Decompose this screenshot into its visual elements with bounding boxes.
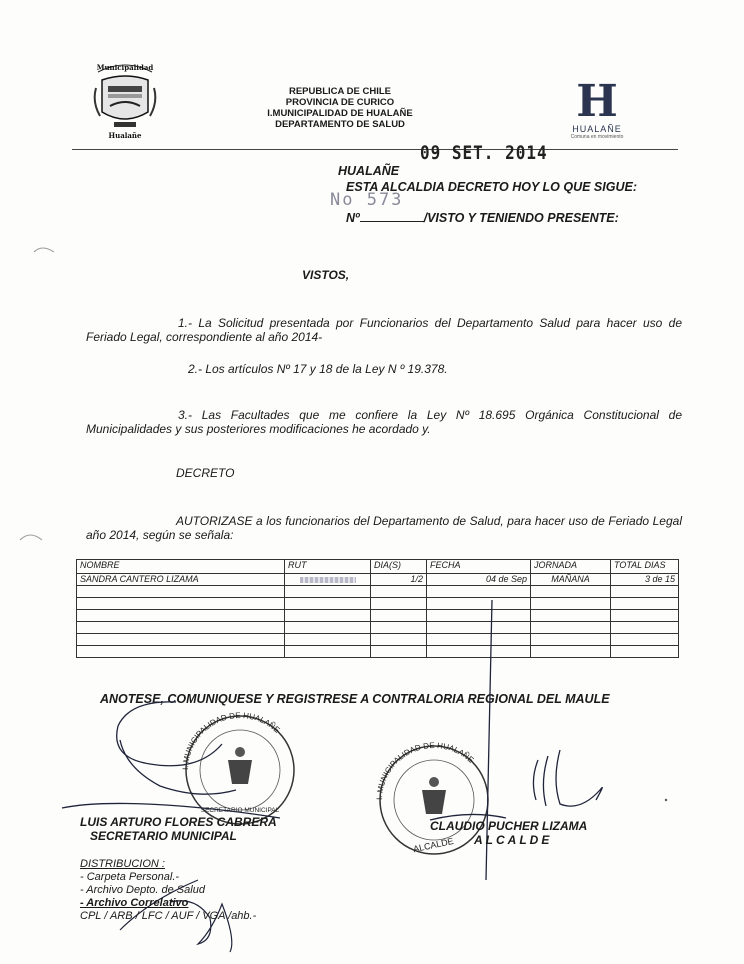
table-cell (285, 610, 371, 622)
table-row (77, 586, 679, 598)
table-cell (611, 598, 679, 610)
crest-top-text: Municipalidad (96, 63, 154, 72)
table-cell (285, 598, 371, 610)
table-cell (77, 598, 285, 610)
right-stamp-ring-text: I. MUNICIPALIDAD DE HUALAÑE (374, 740, 476, 801)
header-divider (72, 149, 678, 150)
table-row (77, 610, 679, 622)
table-cell-rut (285, 574, 371, 586)
number-blank (360, 210, 424, 222)
table-header-cell: DIA(S) (371, 560, 427, 574)
table-row (77, 634, 679, 646)
table-row (77, 574, 679, 586)
table-header-cell: NOMBRE (77, 560, 285, 574)
letterhead-line: PROVINCIA DE CURICO (285, 97, 395, 108)
alcaldia-line: ESTA ALCALDIA DECRETO HOY LO QUE SIGUE: (346, 180, 637, 194)
left-stamp-bottom-text: SECRETARIO MUNICIPAL (200, 807, 280, 814)
paragraph-4: AUTORIZASE a los funcionarios del Departamento de Salud, para hacer uso de Feriado Legal año 2014, según se señala: (86, 514, 682, 542)
logo-name: HUALAÑE (572, 124, 622, 134)
svg-text:I. MUNICIPALIDAD DE HUALAÑE (181, 711, 281, 770)
table-cell (371, 622, 427, 634)
table-cell (427, 646, 531, 658)
table-cell (427, 598, 531, 610)
letterhead-text (240, 86, 440, 130)
table-cell (371, 598, 427, 610)
table-cell (77, 610, 285, 622)
table-cell (77, 622, 285, 634)
table-cell (371, 634, 427, 646)
letterhead-line: I.MUNICIPALIDAD DE HUALAÑE (267, 108, 413, 119)
secretary-signature (62, 702, 280, 818)
mayor-stamp (375, 741, 488, 854)
number-stamp: No 573 (330, 190, 404, 210)
secretary-title: SECRETARIO MUNICIPAL (90, 829, 237, 843)
punch-hole-mark (20, 535, 42, 540)
table-row (77, 622, 679, 634)
mayor-title: ALCALDE (474, 833, 553, 847)
table-header-cell: TOTAL DIAS (611, 560, 679, 574)
table-cell (371, 586, 427, 598)
table-header-cell: RUT (285, 560, 371, 574)
table-cell (611, 646, 679, 658)
table-cell-total: 3 de 15 (611, 574, 679, 586)
logo-tagline: Comuna en movimiento (570, 134, 624, 140)
letterhead-line: REPUBLICA DE CHILE (288, 86, 392, 97)
leave-table (76, 559, 679, 658)
table-cell (77, 586, 285, 598)
punch-hole-mark (34, 248, 54, 252)
table-cell (531, 610, 611, 622)
distribution-heading: DISTRIBUCION : (80, 858, 165, 870)
crest-bottom-text: Hualañe (108, 131, 142, 140)
table-cell-name: SANDRA CANTERO LIZAMA (77, 574, 285, 586)
table-header-cell: JORNADA (531, 560, 611, 574)
table-cell (285, 622, 371, 634)
date-stamp: 09 SET. 2014 (420, 141, 548, 164)
secretary-name: LUIS ARTURO FLORES CABRERA (80, 815, 277, 829)
table-cell (371, 610, 427, 622)
municipal-crest (92, 58, 158, 142)
decreto-heading: DECRETO (176, 466, 235, 480)
table-header-cell: FECHA (427, 560, 531, 574)
table-cell (531, 634, 611, 646)
left-stamp-ring-text: I. MUNICIPALIDAD DE HUALAÑE (180, 710, 282, 771)
visto-heading: /VISTO Y TENIENDO PRESENTE: (423, 211, 619, 225)
table-row (77, 646, 679, 658)
table-cell (371, 646, 427, 658)
table-cell-days: 1/2 (371, 574, 427, 586)
table-cell (427, 610, 531, 622)
mayor-name: CLAUDIO PUCHER LIZAMA (430, 819, 588, 833)
table-cell (77, 646, 285, 658)
letterhead-line: DEPARTAMENTO DE SALUD (275, 119, 405, 130)
paragraph-3: 3.- Las Facultades que me confiere la Ley Nº 18.695 Orgánica Constitucional de Municipalidades y sus posteriores modificaciones he acordado y. (86, 408, 682, 436)
table-cell (611, 622, 679, 634)
table-row (77, 598, 679, 610)
table-cell (611, 610, 679, 622)
secretary-stamp (181, 711, 294, 824)
distribution-item: - Archivo Correlativo (80, 897, 189, 909)
redacted-rut (300, 577, 356, 583)
table-cell (427, 586, 531, 598)
number-line (346, 210, 619, 225)
table-cell (285, 586, 371, 598)
right-stamp-bottom-text: ALCALDE (412, 835, 455, 855)
table-cell (531, 622, 611, 634)
distribution-list (80, 858, 256, 923)
table-cell-date: 04 de Sep (427, 574, 531, 586)
paragraph-1: 1.- La Solicitud presentada por Funcionarios del Departamento Salud para hacer uso de Feriado Legal, correspondiente al año 2014- (86, 316, 682, 344)
table-cell (427, 622, 531, 634)
vistos-heading: VISTOS, (302, 268, 350, 282)
table-cell (531, 586, 611, 598)
table-cell (611, 586, 679, 598)
paragraph-2: 2.- Los artículos Nº 17 y 18 de la Ley N º 19.378. (188, 362, 448, 376)
place-name: HUALAÑE (338, 164, 400, 178)
table-cell (427, 634, 531, 646)
anotese-line: ANOTESE, COMUNIQUESE Y REGISTRESE A CONTRALORIA REGIONAL DEL MAULE (100, 692, 610, 706)
logo-letter: H (576, 76, 618, 127)
table-cell (77, 634, 285, 646)
table-header-row (77, 560, 679, 574)
hualane-logo (566, 76, 628, 140)
table-cell-shift: MAÑANA (531, 574, 611, 586)
number-prefix: Nº (346, 211, 360, 225)
svg-text:I. MUNICIPALIDAD DE HUALAÑE (375, 741, 475, 800)
table-cell (611, 634, 679, 646)
table-cell (285, 634, 371, 646)
table-cell (531, 598, 611, 610)
distribution-item: - Carpeta Personal.- (80, 871, 180, 883)
table-cell (531, 646, 611, 658)
distribution-initials: CPL / ARB / LFC / AUF / VGA /ahb.- (80, 910, 257, 922)
distribution-item: - Archivo Depto. de Salud (80, 884, 205, 896)
table-cell (285, 646, 371, 658)
